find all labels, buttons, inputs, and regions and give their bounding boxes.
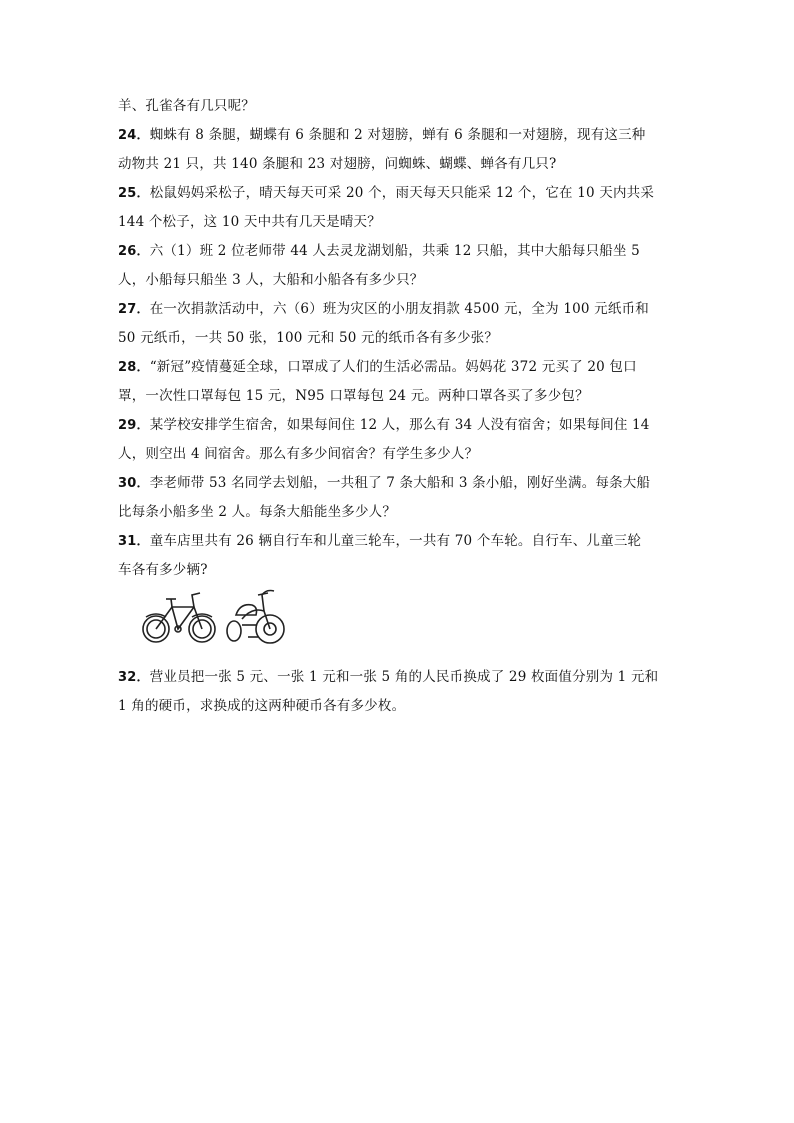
question-line: [118, 498, 678, 527]
question-line: [118, 440, 678, 469]
question-number: 30．: [118, 476, 150, 491]
question-line: [118, 692, 678, 721]
question-line: [118, 179, 678, 208]
question-text: 李老师带 53 名同学去划船，一共租了 7 条大船和 3 条小船，刚好坐满。每条大船: [149, 475, 651, 491]
question-line: [118, 324, 678, 353]
question-line: [118, 411, 678, 440]
question-line: [118, 469, 678, 498]
question-line: [118, 208, 678, 237]
question-number: 26．: [118, 244, 150, 259]
question-text: 1 角的硬币，求换成的这两种硬币各有多少枚。: [118, 698, 406, 714]
question-number: 32．: [118, 670, 150, 685]
question-line: [118, 527, 678, 556]
question-line: [118, 121, 678, 150]
question-number: 27．: [118, 302, 150, 317]
question-text: 144 个松子，这 10 天中共有几天是晴天？: [118, 214, 381, 230]
question-text: 动物共 21 只，共 140 条腿和 23 对翅膀，问蜘蛛、蝴蝶、蝉各有几只?: [118, 156, 557, 172]
document-page: [118, 92, 678, 721]
question-text: 松鼠妈妈采松子，晴天每天可采 20 个，雨天每天只能采 12 个，它在 10 天内共采: [149, 185, 655, 201]
question-text: 人，则空出 4 间宿舍。那么有多少间宿舍？有学生多少人？: [118, 446, 479, 462]
question-line: [118, 663, 678, 692]
question-number: 28．: [118, 360, 150, 375]
question-text: 六（1）班 2 位老师带 44 人去灵龙湖划船，共乘 12 只船，其中大船每只船坐 5: [149, 243, 640, 259]
question-text: 车各有多少辆?: [118, 562, 208, 578]
question-text: 比每条小船多坐 2 人。每条大船能坐多少人？: [118, 504, 397, 520]
bicycle-icon: [140, 587, 218, 647]
question-block: [118, 663, 678, 721]
question-line: [118, 150, 678, 179]
question-text: 童车店里共有 26 辆自行车和儿童三轮车，一共有 70 个车轮。自行车、儿童三轮: [149, 533, 642, 549]
question-text: 蜘蛛有 8 条腿，蝴蝶有 6 条腿和 2 对翅膀，蝉有 6 条腿和一对翅膀，现有这三种: [149, 127, 646, 143]
question-block: [118, 92, 678, 585]
question-number: 31．: [118, 534, 150, 549]
vehicle-figure: [140, 587, 678, 659]
question-line: [118, 295, 678, 324]
question-number: 25．: [118, 186, 150, 201]
question-line: [118, 353, 678, 382]
question-line: [118, 237, 678, 266]
question-text: 某学校安排学生宿舍，如果每间住 12 人，那么有 34 人没有宿舍；如果每间住 14: [149, 417, 650, 433]
question-text: “新冠”疫情蔓延全球，口罩成了人们的生活必需品。妈妈花 372 元买了 20 包口: [149, 359, 637, 375]
tricycle-icon: [222, 585, 288, 647]
question-text: 羊、孔雀各有几只呢？: [118, 98, 255, 114]
question-text: 在一次捐款活动中，六（6）班为灾区的小朋友捐款 4500 元，全为 100 元纸币和: [149, 301, 649, 317]
question-number: 29．: [118, 418, 150, 433]
question-text: 罩，一次性口罩每包 15 元，N95 口罩每包 24 元。两种口罩各买了多少包？: [118, 388, 589, 404]
question-text: 营业员把一张 5 元、一张 1 元和一张 5 角的人民币换成了 29 枚面值分别为 1 元和: [149, 669, 659, 685]
question-number: 24．: [118, 128, 150, 143]
question-line: [118, 556, 678, 585]
question-line: [118, 266, 678, 295]
question-text: 人，小船每只船坐 3 人，大船和小船各有多少只？: [118, 272, 424, 288]
question-line: [118, 92, 678, 121]
question-line: [118, 382, 678, 411]
question-text: 50 元纸币，一共 50 张，100 元和 50 元的纸币各有多少张？: [118, 330, 499, 346]
